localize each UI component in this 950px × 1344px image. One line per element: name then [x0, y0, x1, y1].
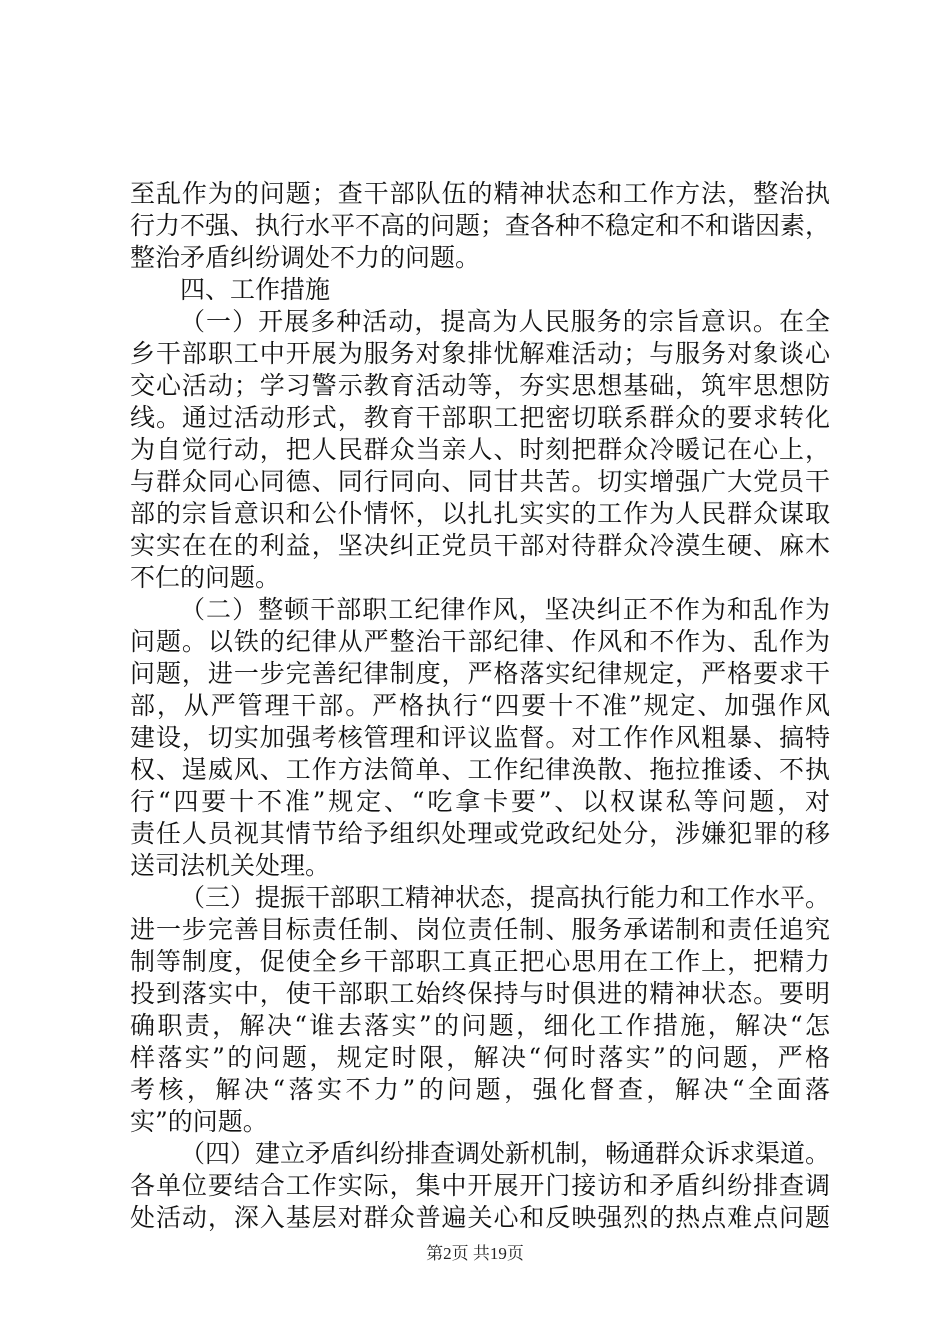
text-line: 考核，解决“落实不力”的问题，强化督查，解决“全面落 — [130, 1075, 830, 1104]
text-line: （三）提振干部职工精神状态，提高执行能力和工作水平。 — [180, 883, 831, 912]
text-line: 为自觉行动，把人民群众当亲人、时刻把群众冷暖记在心上， — [130, 435, 830, 464]
text-line: 部的宗旨意识和公仆情怀，以扎扎实实的工作为人民群众谋取 — [130, 499, 830, 528]
text-line: 责任人员视其情节给予组织处理或党政纪处分，涉嫌犯罪的移 — [130, 819, 830, 848]
text-line: 整治矛盾纠纷调处不力的问题。 — [130, 243, 481, 272]
text-line: 建设，切实加强考核管理和评议监督。对工作作风粗暴、搞特 — [130, 723, 830, 752]
text-line: （一）开展多种活动，提高为人民服务的宗旨意识。在全 — [180, 307, 830, 336]
text-line: 实实在在的利益，坚决纠正党员干部对待群众冷漠生硬、麻木 — [130, 531, 830, 560]
text-line: 问题。以铁的纪律从严整治干部纪律、作风和不作为、乱作为 — [130, 627, 830, 656]
text-line: （二）整顿干部职工纪律作风，坚决纠正不作为和乱作为 — [180, 595, 830, 624]
text-line: 投到落实中，使干部职工始终保持与时俱进的精神状态。要明 — [130, 979, 830, 1008]
text-line: 样落实”的问题，规定时限，解决“何时落实”的问题，严格 — [130, 1043, 830, 1072]
text-line: 行力不强、执行水平不高的问题；查各种不稳定和不和谐因素， — [130, 211, 831, 240]
text-line: 处活动，深入基层对群众普遍关心和反映强烈的热点难点问题 — [130, 1203, 830, 1232]
text-line: 行“四要十不准”规定、“吃拿卡要”、以权谋私等问题，对 — [130, 787, 830, 816]
section-heading: 四、工作措施 — [180, 275, 331, 304]
text-line: 送司法机关处理。 — [130, 851, 331, 880]
text-line: 至乱作为的问题；查干部队伍的精神状态和工作方法，整治执 — [130, 179, 830, 208]
text-line: 部，从严管理干部。严格执行“四要十不准”规定、加强作风 — [130, 691, 830, 720]
text-line: 乡干部职工中开展为服务对象排忧解难活动；与服务对象谈心 — [130, 339, 830, 368]
text-line: 实”的问题。 — [130, 1107, 268, 1136]
text-line: 问题，进一步完善纪律制度，严格落实纪律规定，严格要求干 — [130, 659, 830, 688]
text-line: 与群众同心同德、同行同向、同甘共苦。切实增强广大党员干 — [130, 467, 830, 496]
page-number-footer: 第2页 共19页 — [426, 1244, 524, 1263]
text-line: 交心活动；学习警示教育活动等，夯实思想基础，筑牢思想防 — [130, 371, 830, 400]
text-line: （四）建立矛盾纠纷排查调处新机制，畅通群众诉求渠道。 — [180, 1139, 831, 1168]
text-line: 各单位要结合工作实际，集中开展开门接访和矛盾纠纷排查调 — [130, 1171, 830, 1200]
text-line: 进一步完善目标责任制、岗位责任制、服务承诺制和责任追究 — [130, 915, 830, 944]
text-line: 确职责，解决“谁去落实”的问题，细化工作措施，解决“怎 — [130, 1011, 830, 1040]
text-line: 制等制度，促使全乡干部职工真正把心思用在工作上，把精力 — [130, 947, 830, 976]
text-line: 不仁的问题。 — [130, 563, 281, 592]
text-line: 权、逞威风、工作方法简单、工作纪律涣散、拖拉推诿、不执 — [130, 755, 830, 784]
text-line: 线。通过活动形式，教育干部职工把密切联系群众的要求转化 — [130, 403, 830, 432]
